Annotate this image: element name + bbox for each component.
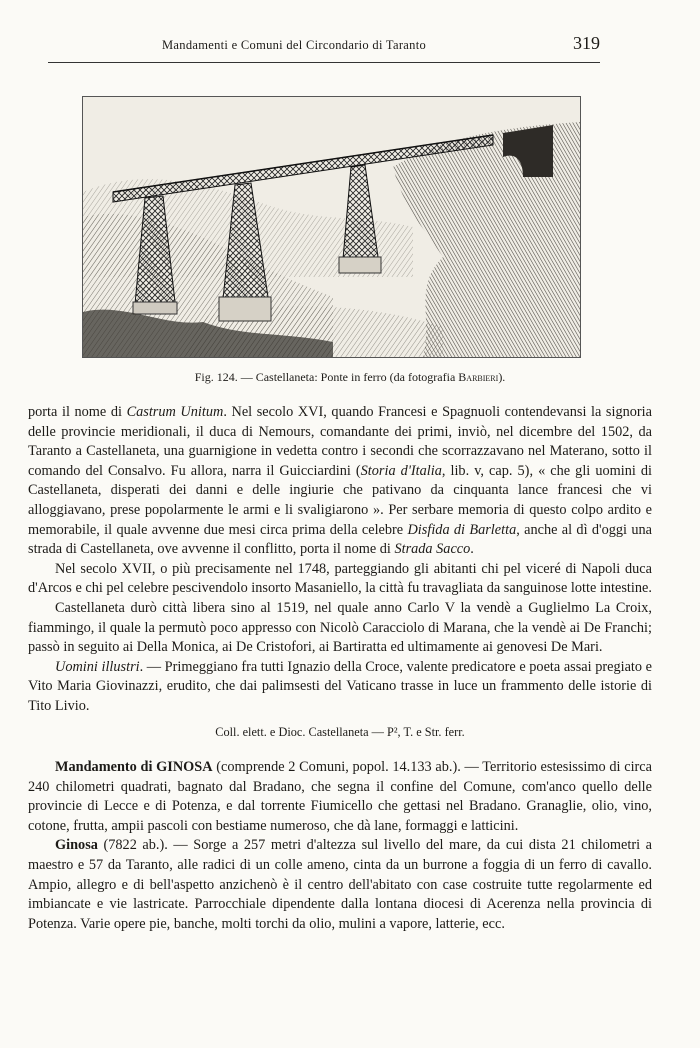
page-number: 319 [573,33,600,53]
text-run: , lib. v, cap. 5), « che gli uomini di Castellaneta, disperati dei danni e delle ingiurie che pativano da cinquanta lance francesi che vi alloggiavano, prese popolarmente le armi e li svaligiarono ». Per serbare memoria di questo colpo ardito e memorabile, il quale avvenne due mesi circa prima della celebre [28,462,653,538]
caption-end: ). [498,370,506,384]
paragraph-castrum [28,403,652,560]
caption-photographer: Barbieri [458,370,499,384]
collegio-line: Coll. elett. e Dioc. Castellaneta — P², T. e Str. ferr. [215,724,465,739]
text-run: . — Primeggiano fra tutti Ignazio della Croce, valente predicatore e poeta assai pregiato e Vito Maria Giovinazzi, erudito, che dai palimsesti del Vaticano trasse in luce un frammento delle istorie di Tito Livio. [28,658,652,714]
figure-caption [0,370,700,385]
page-header [48,28,600,63]
italic-run: Storia d'Italia [360,462,442,479]
caption-text: Fig. 124. — Castellaneta: Ponte in ferro (da fotografia [194,370,456,384]
italic-run: Strada Sacco [394,541,471,558]
text-run: porta il nome di [28,404,127,420]
running-title: Mandamenti e Comuni del Circondario di Taranto [162,38,427,52]
italic-run: Uomini illustri [55,658,140,675]
paragraph-uomini-illustri [28,658,652,717]
italic-run: Castrum Unitum [126,404,224,420]
text-run: (7822 ab.). — Sorge a 257 metri d'altezza sul livello del mare, da cui dista 21 chilometri a maestro e 57 da Taranto, alle radici di un colle ameno, cinta da un burrone a foggia di un ferro di cavallo. Ampio, allegro e di bell'aspetto anzichenò è il centro dell'abitato con case costruite tutte regolarmente ed imbiancate e vie lastricate. Parrocchiale dipendente dalla lontana diocesi di Acerenza nella provincia di Potenza. Varie opere pie, banche, molti torchi da olio, mulini a vapore, latterie, ecc. [28,837,652,932]
bold-run: Mandamento di GINOSA [55,759,213,776]
bold-run: Ginosa [55,837,98,854]
text-run: . [470,541,474,558]
text-run: . Nel secolo XVI, quando Francesi e Spagnuoli contendevansi la signoria delle provincie meridionali, il duca di Nemours, comandante dei primi, inviò, nel dicembre del 1502, da Taranto a Castellaneta, una guarnigione in vedetta contro i secondi che scorrazzavano nel Materano, sotto il comando del Consalvo. Fu allora, narra il Guicciardini ( [28,404,652,479]
text-run: (comprende 2 Comuni, popol. 14.133 ab.). — Territorio estesissimo di circa 240 chilometri quadrati, bagnato dal Bradano, che segna il confine del Comune, com'anco quello delle provincie di Lecce e di Potenza, e dal torrente Fiumicello che gettasi nel Bradano. Granaglie, olio, vino, cotone, frutta, ampii pascoli con bestiame numeroso, che dà lane, formaggi e latticini. [28,759,652,834]
italic-run: Disfida di Barletta [407,521,517,538]
paragraph-citta-libera: Castellaneta durò città libera sino al 1519, nel quale anno Carlo V la vendè a Guglielmo La Croix, fiammingo, il quale la permutò poco appresso con Nicolò Caracciolo di Marana, che la vendè ai De Franchi; passò in seguito ai Della Monica, ai De Cristofori, ai Bartiratta ed ultimamente ai genovesi De Mari. [28,599,652,656]
paragraph-ginosa [28,836,652,934]
body-text [28,403,652,934]
paragraph-xvii: Nel secolo XVII, o più precisamente nel 1748, parteggiando gli abitanti chi pel viceré di Napoli duca d'Arcos e chi pel celebre pescivendolo insorto Masaniello, la città fu travagliata da sanguinose lotte intestine. [28,560,652,597]
text-run: , anche al dì d'oggi una strada di Castellaneta, ove avvenne il conflitto, porta il nome di [28,521,652,558]
bridge-engraving [82,96,581,358]
paragraph-mandamento-ginosa [28,758,652,836]
